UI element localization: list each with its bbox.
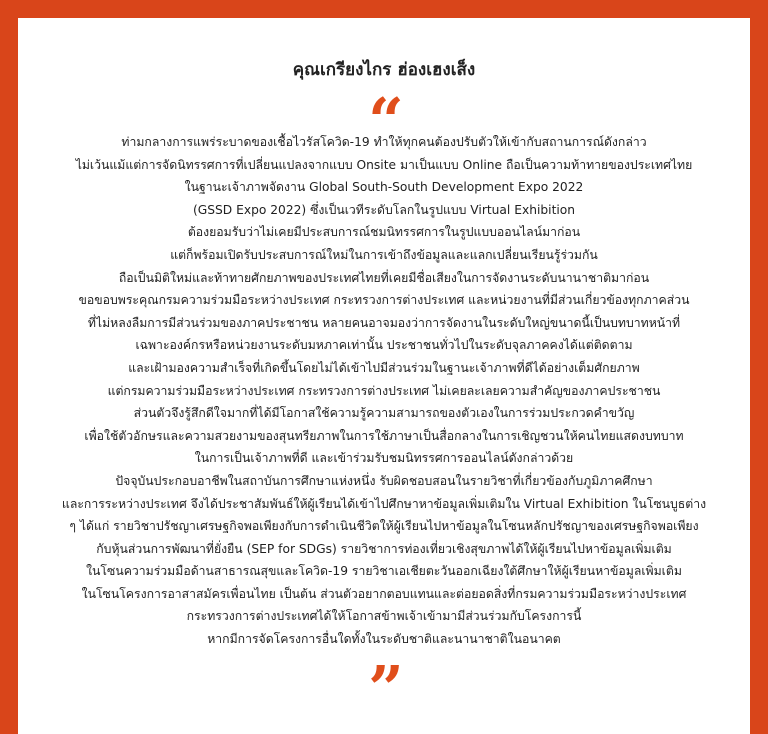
testimonial-card [18,18,750,734]
body-line: ในฐานะเจ้าภาพจัดงาน Global South-South Development Expo 2022 [184,180,584,195]
body-line: เฉพาะองค์กรหรือหน่วยงานระดับมหภาคเท่านั้น ประชาชนทั่วไปในระดับจุลภาคคงได้แต่ติดตาม [135,338,633,353]
body-line: ไม่เว้นแม้แต่การจัดนิทรรศการที่เปลี่ยนแปลงจากแบบ Onsite มาเป็นแบบ Online ถือเป็นความท้าทายของประเทศไทย [75,157,693,172]
body-line: ในการเป็นเจ้าภาพที่ดี และเข้าร่วมรับชมนิทรรศการออนไลน์ดังกล่าวด้วย [194,451,574,466]
body-line: ต้องยอมรับว่าไม่เคยมีประสบการณ์ชมนิทรรศการในรูปแบบออนไลน์มาก่อน [187,225,581,240]
body-line: เพื่อใช้ตัวอักษรและความสวยงามของสุนทรียภาพในการใช้ภาษาเป็นสื่อกลางในการเชิญชวนให้คนไทยแสดงบทบาท [84,428,684,443]
body-line: แต่กรมความร่วมมือระหว่างประเทศ กระทรวงการต่างประเทศ ไม่เคยละเลยความสำคัญของภาคประชาชน [107,383,661,398]
close-quote-icon: ” [368,652,400,725]
body-line: ถือเป็นมิติใหม่และท้าทายศักยภาพของประเทศไทยที่เคยมีชื่อเสียงในการจัดงานระดับนานาชาติมาก่อน [118,270,650,285]
body-line: และการระหว่างประเทศ จึงได้ประชาสัมพันธ์ให้ผู้เรียนได้เข้าไปศึกษาหาข้อมูลเพิ่มเติมใน Virtual Exhibition ในโซนบูธต่าง [61,496,707,511]
testimonial-body [18,131,750,651]
body-line: กระทรวงการต่างประเทศได้ให้โอกาสข้าพเจ้าเข้ามามีส่วนร่วมกับโครงการนี้ [186,609,582,624]
body-line: ขอขอบพระคุณกรมความร่วมมือระหว่างประเทศ กระทรวงการต่างประเทศ และหน่วยงานที่มีส่วนเกี่ยวข้องทุกภาคส่วน [78,293,690,308]
body-line: แต่ก็พร้อมเปิดรับประสบการณ์ใหม่ในการเข้าถึงข้อมูลและแลกเปลี่ยนเรียนรู้ร่วมกัน [170,247,598,262]
body-line: ที่ไม่หลงลืมการมีส่วนร่วมของภาคประชาชน หลายคนอาจมองว่าการจัดงานในระดับใหญ่ขนาดนี้เป็นบทบาทหน้าที่ [87,315,681,330]
body-line: ส่วนตัวจึงรู้สึกดีใจมากที่ได้มีโอกาสใช้ความรู้ความสามารถของตัวเองในการร่วมประกวดคำขวัญ [133,406,635,421]
body-line: และเฝ้ามองความสำเร็จที่เกิดขึ้นโดยไม่ได้เข้าไปมีส่วนร่วมในฐานะเจ้าภาพที่ดีได้อย่างเต็มศักยภาพ [128,360,640,375]
body-line: ๆ ได้แก่ รายวิชาปรัชญาเศรษฐกิจพอเพียงกับการดำเนินชีวิตให้ผู้เรียนไปหาข้อมูลในโซนหลักปรัชญาของเศรษฐกิจพอเพียง [69,519,699,534]
body-line: ในโซนความร่วมมือด้านสาธารณสุขและโควิด-19 รายวิชาเอเชียตะวันออกเฉียงใต้ศึกษาให้ผู้เรียนหาข้อมูลเพิ่มเติม [86,564,682,579]
body-line: (GSSD Expo 2022) ซึ่งเป็นเวทีระดับโลกในรูปแบบ Virtual Exhibition [192,202,576,217]
body-line: หากมีการจัดโครงการอื่นใดทั้งในระดับชาติและนานาชาติในอนาคต [207,632,561,647]
body-line: กับหุ้นส่วนการพัฒนาที่ยั่งยืน (SEP for SDGs) รายวิชาการท่องเที่ยวเชิงสุขภาพได้ให้ผู้เรียนไปหาข้อมูลเพิ่มเติม [96,541,672,556]
body-line: ปัจจุบันประกอบอาชีพในสถาบันการศึกษาแห่งหนึ่ง รับผิดชอบสอนในรายวิชาที่เกี่ยวข้องกับภูมิภาคศึกษา [115,473,653,488]
author-name: คุณเกรียงไกร ฮ่องเฮงเส็ง [292,60,476,80]
open-quote-icon: “ [368,84,400,157]
body-line: ท่ามกลางการแพร่ระบาดของเชื้อไวรัสโควิด-19 ทำให้ทุกคนต้องปรับตัวให้เข้ากับสถานการณ์ดังกล่าว [121,135,647,149]
body-line: ในโซนโครงการอาสาสมัครเพื่อนไทย เป็นต้น ส่วนตัวอยากตอบแทนและต่อยอดสิ่งที่กรมความร่วมมือระหว่างประเทศ [81,586,687,601]
